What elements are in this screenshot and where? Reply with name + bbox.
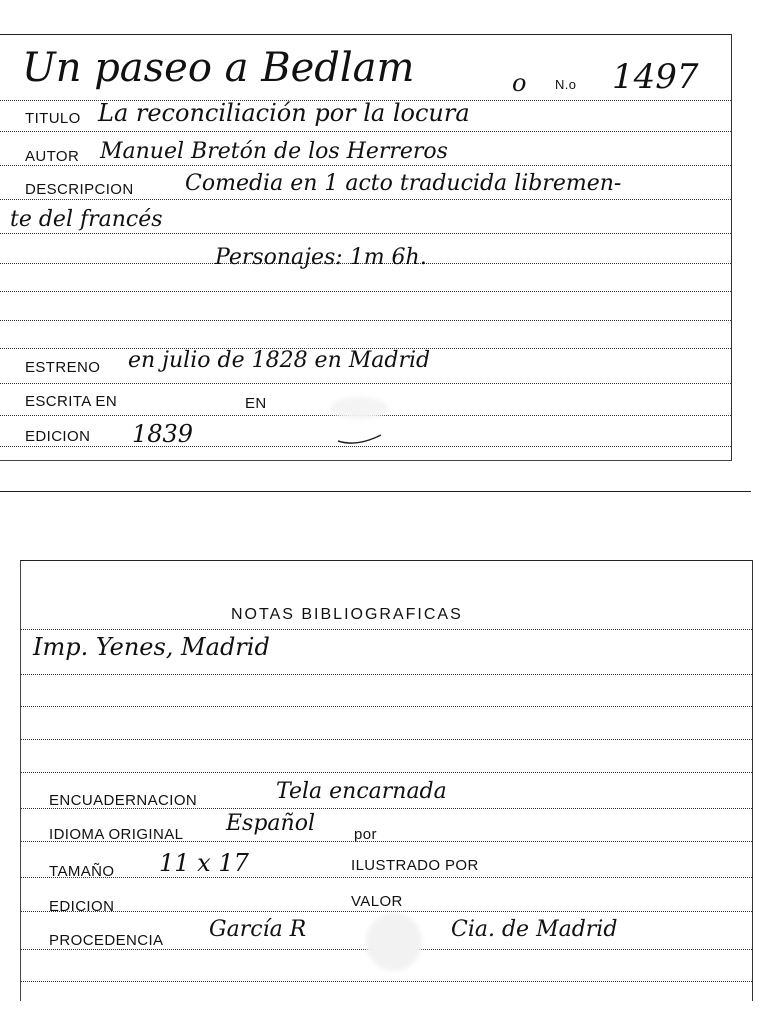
handwritten-number-prefix: o bbox=[512, 69, 527, 97]
ruled-line bbox=[21, 674, 752, 675]
catalog-card-back bbox=[20, 560, 753, 1001]
encuadernacion-label: ENCUADERNACION bbox=[49, 792, 198, 809]
procedencia-value-right: Cia. de Madrid bbox=[451, 917, 618, 942]
por-label: por bbox=[354, 826, 377, 843]
ruled-line bbox=[0, 320, 731, 321]
ruled-line bbox=[21, 739, 752, 740]
idioma-original-label: IDIOMA ORIGINAL bbox=[49, 826, 184, 843]
autor-value: Manuel Bretón de los Herreros bbox=[100, 139, 448, 164]
ruled-line bbox=[21, 911, 752, 912]
ruled-line bbox=[0, 233, 731, 234]
ruled-line bbox=[21, 706, 752, 707]
descripcion-label: DESCRIPCION bbox=[25, 181, 134, 198]
ruled-line bbox=[21, 772, 752, 773]
catalog-card-front bbox=[0, 34, 732, 461]
en-label: EN bbox=[245, 395, 267, 412]
handwritten-play-title: Un paseo a Bedlam bbox=[22, 45, 415, 91]
ruled-line bbox=[0, 383, 731, 384]
procedencia-value-left: García R bbox=[209, 917, 307, 942]
ruled-line bbox=[0, 131, 731, 132]
autor-label: AUTOR bbox=[25, 148, 80, 165]
edicion-value: 1839 bbox=[132, 420, 194, 448]
encuadernacion-value: Tela encarnada bbox=[276, 779, 447, 804]
titulo-label: TITULO bbox=[25, 110, 81, 127]
notas-value: Imp. Yenes, Madrid bbox=[33, 633, 270, 661]
number-label: N.o bbox=[555, 77, 577, 92]
ruled-line bbox=[0, 199, 731, 200]
tamano-value: 11 x 17 bbox=[159, 849, 249, 877]
personajes-value: Personajes: 1m 6h. bbox=[215, 245, 427, 270]
ruled-line bbox=[21, 981, 752, 982]
smudge bbox=[330, 397, 388, 419]
edicion-back-label: EDICION bbox=[49, 898, 115, 915]
ruled-line bbox=[0, 291, 731, 292]
descripcion-value-line2: te del francés bbox=[10, 207, 163, 232]
idioma-original-value: Español bbox=[226, 811, 315, 836]
procedencia-label: PROCEDENCIA bbox=[49, 932, 164, 949]
estreno-value: en julio de 1828 en Madrid bbox=[128, 348, 431, 373]
catalog-number: 1497 bbox=[612, 57, 699, 97]
tamano-label: TAMAÑO bbox=[49, 863, 115, 880]
escrita-en-label: ESCRITA EN bbox=[25, 393, 118, 410]
estreno-label: ESTRENO bbox=[25, 359, 101, 376]
ilustrado-por-label: ILUSTRADO POR bbox=[351, 857, 479, 874]
notas-heading: NOTAS BIBLIOGRAFICAS bbox=[231, 606, 463, 623]
ruled-line bbox=[21, 877, 752, 878]
pen-mark bbox=[335, 433, 385, 447]
titulo-value: La reconciliación por la locura bbox=[98, 99, 470, 127]
page-divider bbox=[0, 491, 751, 492]
edicion-label: EDICION bbox=[25, 428, 91, 445]
ruled-line bbox=[21, 629, 752, 630]
smudge bbox=[366, 913, 422, 971]
ruled-line bbox=[0, 165, 731, 166]
descripcion-value-line1: Comedia en 1 acto traducida libremen- bbox=[185, 171, 622, 196]
valor-label: VALOR bbox=[351, 893, 403, 910]
